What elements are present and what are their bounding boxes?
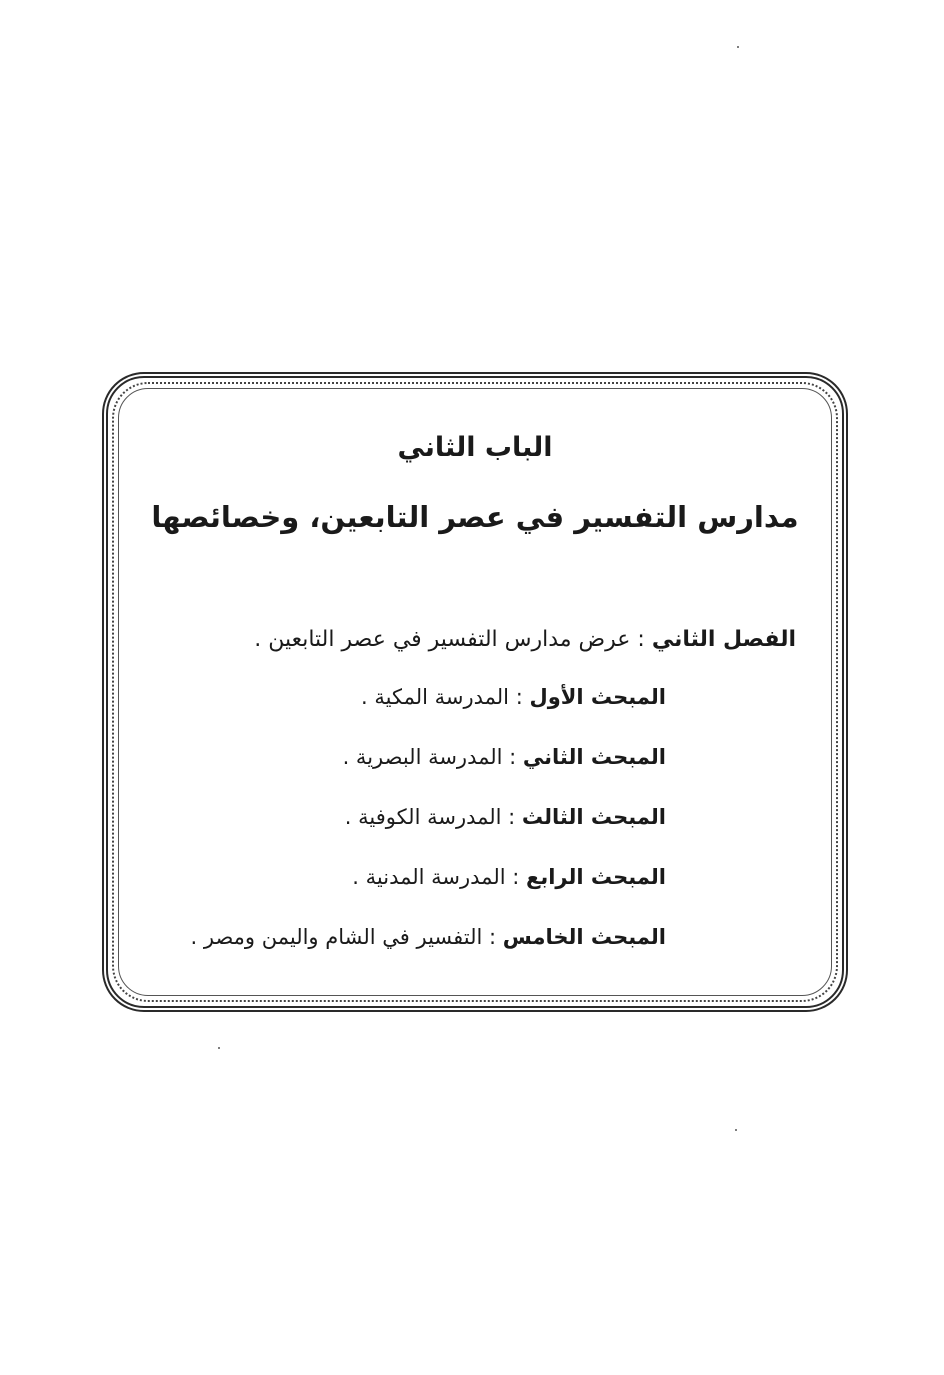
chapter-heading [254,627,796,652]
section-label: المبحث الخامس [502,925,666,949]
section-text: : المدرسة الكوفية . [344,805,516,829]
frame-content [102,372,848,1012]
part-title: الباب الثاني [397,432,553,463]
chapter-text: : عرض مدارس التفسير في عصر التابعين . [254,627,645,652]
section-label: المبحث الرابع [526,865,666,889]
section-label: المبحث الثاني [522,745,666,769]
section-text: : المدرسة البصرية . [342,745,517,769]
scan-speck [737,46,739,48]
section-item [352,865,666,889]
section-text: : المدرسة المدنية . [352,865,520,889]
chapter-label: الفصل الثاني [651,627,796,652]
section-text: : المدرسة المكية . [361,685,523,709]
section-label: المبحث الثالث [521,805,666,829]
section-label: المبحث الأول [529,685,666,709]
section-item [361,685,666,709]
section-item [343,745,666,769]
scan-speck [218,1047,220,1049]
section-item [191,925,666,949]
section-text: : التفسير في الشام واليمن ومصر . [190,925,497,949]
scan-speck [735,1129,737,1131]
section-item [345,805,666,829]
part-subtitle: مدارس التفسير في عصر التابعين، وخصائصها [151,500,799,534]
